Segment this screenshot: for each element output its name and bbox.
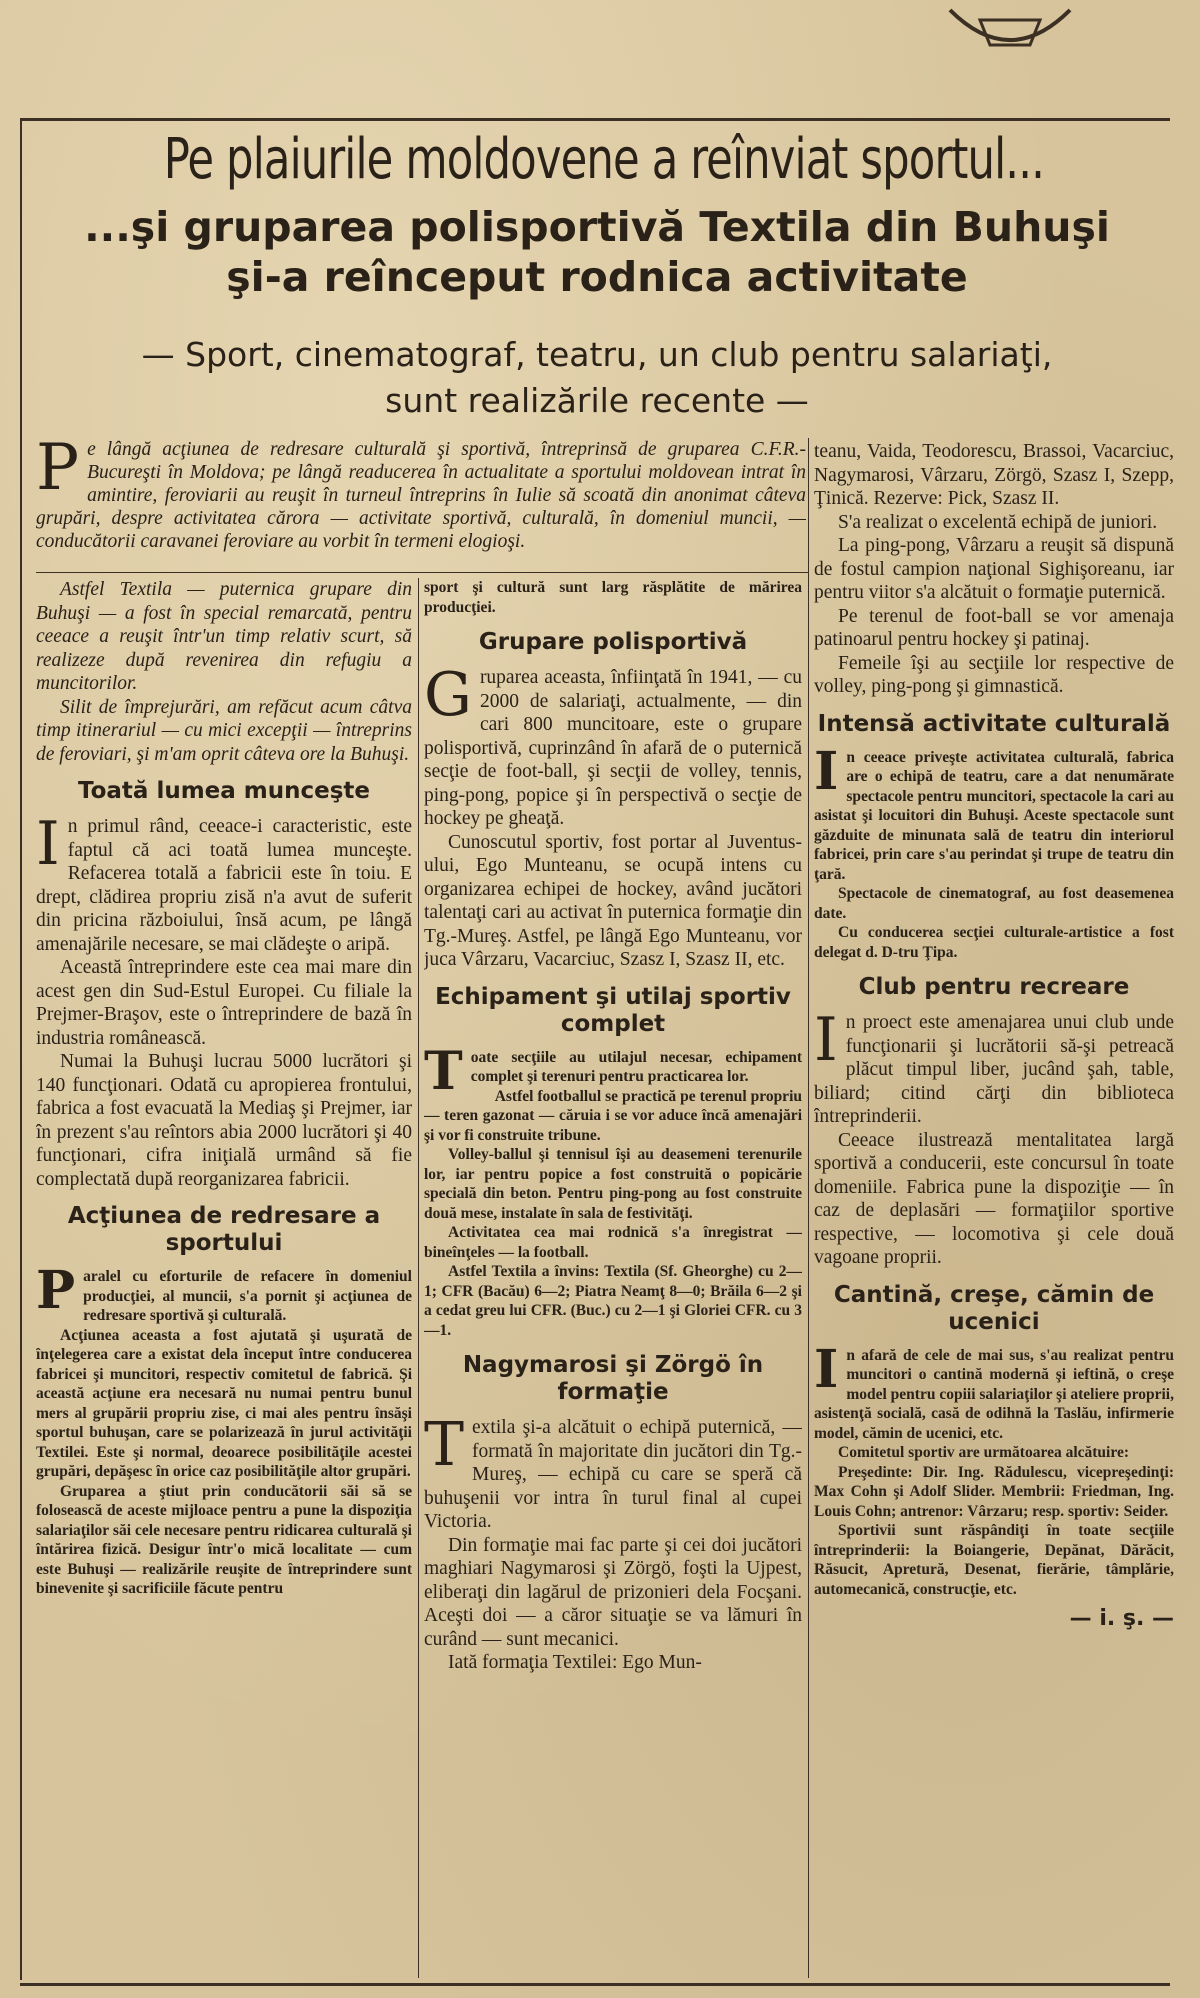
dropcap: I (814, 1338, 839, 1400)
paragraph: Cunoscutul sportiv, fost portar al Juventus-ului, Ego Munteanu, se ocupă intens cu organizarea echipei de hockey, având jucători talentaţi cari au activat în puternica formaţie din Tg.-Mureş. Astfel, pe lângă Ego Munteanu, vor juca Vârzaru, Vacarciuc, Szasz I, Szasz II, etc. (424, 831, 802, 970)
paragraph: sport şi cultură sunt larg răsplătite de mărirea producţiei. (424, 579, 802, 616)
paragraph: Iată formaţia Textilei: Ego Mun- (448, 1652, 702, 1673)
paragraph: Sportivii sunt răspândiţi în toate secţiile întreprinderii: la Boiangerie, Depănat, Dărăcit, Răsucit, Apretură, Desenat, fierărie, tâmplărie, automecanică, construcţie, etc. (814, 1522, 1174, 1598)
section-heading: Cantină, creşe, cămin de ucenici (833, 1281, 1155, 1335)
column-divider-1 (418, 578, 419, 1978)
section-heading: Grupare polisportivă (478, 629, 748, 655)
paragraph: Preşedinte: Dir. Ing. Rădulescu, vicepreşedinţi: Max Cohn şi Adolf Slider. Membrii: Friedman, Ing. Louis Cohn; antrenor: Vârzaru; resp. sportiv: Seider. (814, 1463, 1174, 1520)
section-heading: Acţiunea de redresare a sportului (67, 1203, 381, 1256)
author-signature: — i. ş. — (1069, 1606, 1174, 1631)
column-divider-2 (808, 438, 809, 1978)
headline: Pe plaiurile moldovene a reînviat sportul... (163, 127, 1044, 192)
paragraph: Gruparea a ştiut prin conducătorii săi să se folosească de aceste mijloace pentru a pune la dispoziţia salariaţilor săi cele necesare pentru ridicarea culturală şi întărirea fizică. Desigur într'o mică localitate — cum este Buhuşi — realizările reuşite de întreprindere sunt binevenite şi sacrificiile făcute pentru (36, 1482, 412, 1597)
article (20, 120, 1172, 1980)
section-heading: Club pentru recreare (858, 974, 1130, 1000)
paragraph (36, 809, 412, 956)
paragraph-text: aralel cu eforturile de refacere în domeniul producţiei, al muncii, s'a pornit şi acţiunea de redresare sportivă şi culturală. (83, 1268, 412, 1324)
dropcap: I (36, 809, 60, 879)
paragraph-text: extila şi-a alcătuit o echipă puternică, — formată în majoritate din jucători din Tg.-Mureş, — echipă cu care se speră că buhuşenii vor intra în turul final al cupei Victoria. (424, 1417, 802, 1532)
paragraph (36, 1260, 412, 1326)
paragraph (424, 660, 802, 831)
paragraph (424, 1410, 802, 1534)
subheadline-3-line-2: sunt realizările recente — (385, 381, 809, 420)
lead-text: e lângă acţiunea de redresare culturală şi sportivă, întreprinsă de gruparea C.F.R.-Bucureşti în Moldova; pe lângă readucerea în actualitate a sportului moldovean intrat în amintire, feroviarii au reuşit în turneul întreprins în Iulie să scoată din anonimat câteva grupări, despre activitatea cărora — activitate sportivă, culturală, în domeniul muncii, — conducătorii caravanei feroviare au vorbit în termeni elogioşi. (36, 439, 806, 552)
paragraph (814, 1005, 1174, 1129)
paragraph (814, 740, 1174, 885)
paragraph-text: n primul rând, ceeace-i caracteristic, este faptul că aci toată lumea munceşte. Refacerea totală a fabricii este în toiu. E drept, clădirea propriu zisă n'a avut de suferit din pricina războiului, însă acum, pe lângă amenajările necesare, se mai clădeşte o aripă. (36, 816, 412, 955)
lead-divider (36, 572, 808, 573)
bottom-rule (20, 1983, 1170, 1986)
paragraph: Volley-ballul şi tennisul îşi au deasemeni terenurile lor, iar pentru popice a fost construită o popicărie specială din beton. Pentru ping-pong au fost construite două mese, instalate în sala de festivităţi. (424, 1146, 802, 1222)
paragraph (814, 1338, 1174, 1444)
dropcap: P (36, 1260, 76, 1321)
subheadline-3-line-1: — Sport, cinematograf, teatru, un club pentru salariaţi, (141, 335, 1053, 374)
masthead-fragment (0, 0, 1200, 70)
paragraph: Această întreprindere este cea mai mare din acest gen din Sud-Estul Europei. Cu filiale la Prejmer-Braşov, este o întreprindere de bază în industria românească. (36, 957, 412, 1049)
right-column-fragment (1176, 120, 1200, 1980)
section-heading: Echipament şi utilaj sportiv complet (435, 983, 791, 1037)
lead-dropcap: P (36, 431, 80, 505)
dropcap: G (424, 660, 472, 730)
paragraph: Comitetul sportiv are următoarea alcătuire: (838, 1444, 1129, 1461)
paragraph-text: ruparea aceasta, înfiinţată în 1941, — cu 2000 de salariaţi, actualmente, — din cari 800 muncitoare, este o grupare polisportivă, cuprinzând în afară de o puternică secţie de foot-ball, şi secţii de volley, tennis, ping-pong, popice şi în perspectivă o secţie de hockey pe gheaţă. (424, 667, 802, 829)
paragraph-text: n ceeace priveşte activitatea culturală, fabrica are o echipă de teatru, care a dat nenumărate spectacole pentru muncitori, spectacole la cari au asistat şi locuitori din Buhuşi. Aceste spectacole sunt găzduite de minunata sală de teatru din interiorul fabricei, prin care s'au perindat şi trupe de teatru din ţară. (814, 748, 1174, 883)
dropcap: T (424, 1040, 463, 1102)
paragraph: Femeile îşi au secţiile lor respective de volley, ping-pong şi gimnastică. (814, 652, 1174, 697)
paragraph: Din formaţie mai fac parte şi cei doi jucători maghiari Nagymarosi şi Zörgö, foşti la Ujpest, eliberaţi din lagărul de prizonieri dela Focşani. Aceşti doi — a căror situaţie se va lămuri în curând — sunt mecanici. (424, 1534, 802, 1650)
paragraph: Activitatea cea mai rodnică s'a înregistrat — bineînţeles — la football. (424, 1224, 802, 1261)
paragraph: Cu conducerea secţiei culturale-artistice a fost delegat d. D-tru Ţipa. (814, 924, 1174, 961)
paragraph-text: oate secţiile au utilajul necesar, echipament complet şi terenuri pentru practicarea lor. (470, 1048, 802, 1085)
paragraph: teanu, Vaida, Teodorescu, Brassoi, Vacarciuc, Nagymarosi, Vârzaru, Zörgö, Szasz I, Szepp, Ţinică. Rezerve: Pick, Szasz II. (814, 441, 1174, 509)
paragraph: Ceeace ilustrează mentalitatea largă sportivă a conducerii, este concursul în toate domeniile. Fabrica pune la dispoziţie — în caz de deplasări — formaţiilor sportive respective, — locomotiva şi cele două vagoane proprii. (814, 1129, 1174, 1268)
dropcap: T (424, 1410, 465, 1480)
column-1 (36, 578, 412, 1978)
masthead-ornament (940, 0, 1080, 60)
paragraph: S'a realizat o excelentă echipă de juniori. (838, 511, 1158, 533)
paragraph: Numai la Buhuşi lucrau 5000 lucrători şi 140 funcţionari. Odată cu apropierea frontului, fabrica a fost evacuată la Mediaş şi Prejmer, iar în prezent s'au reîntors abia 2000 lucrători şi 40 funcţionari, cifra iniţială urmând să fie complectată după reorganizarea fabricii. (36, 1051, 412, 1190)
section-heading: Intensă activitate culturală (817, 710, 1171, 737)
section-heading: Nagymarosi şi Zörgö în formaţie (462, 1352, 764, 1405)
subheadline-2: şi-a reînceput rodnica activitate (226, 253, 968, 301)
column-3 (814, 440, 1174, 1980)
paragraph: Astfel Textila — puternica grupare din Buhuşi — a fost în special remarcată, pentru ceeace a reuşit într'un timp relativ scurt, să realizeze după revenirea din refugiu a muncitorilor. (36, 579, 412, 694)
paragraph (424, 1040, 802, 1102)
column-2 (424, 578, 802, 1978)
paragraph-text: n proect este amenajarea unui club unde funcţionarii şi lucrătorii să-şi petreacă plăcut timpul liber, jucând şah, table, biliard; citind cărţi din biblioteca întreprinderii. (814, 1012, 1174, 1127)
paragraph-text: n afară de cele de mai sus, s'au realizat pentru muncitori o cantină modernă şi ieftină, o creşe model pentru copiii salariaţilor şi ateliere proprii, asistenţă socială, casă de odihnă la Taslău, infirmerie model, cămin de ucenici, etc. (814, 1346, 1174, 1442)
lead-paragraph (36, 431, 806, 553)
subheadline-1: ...şi gruparea polisportivă Textila din Buhuşi (84, 203, 1110, 251)
dropcap: I (814, 1005, 838, 1075)
paragraph: Pe terenul de foot-ball se vor amenaja patinoarul pentru hockey şi patinaj. (814, 605, 1174, 650)
left-column-fragment (0, 120, 14, 1980)
section-heading: Toată lumea munceşte (77, 778, 371, 804)
paragraph: Astfel Textila a învins: Textila (Sf. Gheorghe) cu 2—1; CFR (Bacău) 6—2; Piatra Neamţ 8—0; Brăila 6—2 şi a cedat greu lui CFR. (Buc.) cu 2—1 şi Gloriei CFR. cu 3—1. (424, 1263, 802, 1339)
paragraph: Acţiunea aceasta a fost ajutată şi uşurată de înţelegerea care a existat dela început între conducerea fabricei şi muncitori, respectiv comitetul de fabrică. Şi această acţiune era necesară nu numai pentru bunul mers al grupării propriu zise, ci mai ales pentru însăşi sportul buhuşan, care se polarizează în jurul activităţii Textilei. Este şi normal, deoarece posibilităţile acestei grupări, depăşesc în orice caz posibilităţile altor grupări. (36, 1326, 412, 1480)
subheadline-3 (22, 332, 1172, 424)
dropcap: I (814, 740, 839, 802)
paragraph: Astfel footballul se practică pe terenul propriu — teren gazonat — căruia i se vor aduce încă amenajări şi vor fi construite tribune. (424, 1087, 802, 1144)
paragraph: Silit de împrejurări, am refăcut acum câtva timp itinerariul — cu mici excepţii — întreprins de feroviari, şi m'am oprit câteva ore la Buhuşi. (36, 696, 412, 765)
paragraph: Spectacole de cinematograf, au fost deasemenea date. (814, 885, 1174, 922)
paragraph: La ping-pong, Vârzaru a reuşit să dispună de fostul campion naţional Sighişoreanu, iar pentru viitor s'a alcătuit o formaţie puternică. (814, 535, 1174, 603)
